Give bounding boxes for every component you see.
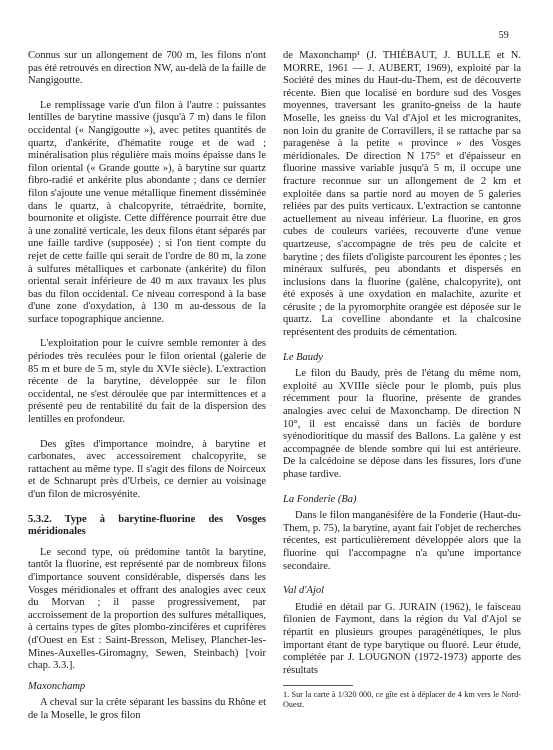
footnote-divider [283, 685, 353, 686]
subsection-heading-maxonchamp: Maxonchamp [28, 680, 86, 692]
paragraph: de Maxonchamp¹ (J. THIÉBAUT, J. BULLE et N. MORRE, 1961 — J. AUBERT, 1969), exploité par la Société des mines du Haut-du-Them, est de découverte récente. Bien que localisé en bordure sud des Vosges moyennes, traversant les granito-gneiss de la haute Moselle, les gneiss du Val d'Ajol et les microgranites, non loin du granite de Corravillers, il se rattache par sa paragenèse à la petite « province » des Vosges méridionales. De direction N 175° et d'épaisseur en fluorine massive variable jusqu'à 5 m, il occupe une fracture reconnue sur un allongement de 2 km et exploitée dans sa partie nord au moyen de 5 galeries reliées par des puits verticaux. L'extraction se cantonne actuellement au niveau inférieur. La fluorine, en gros cubes de couleurs variées, recouverte d'une venue quartzeuse, s'accompagne de très peu de calcite et barytine ; des filets d'oligiste parcourent les épontes ; les minéraux sulfurés, peu abondants et dispersés en inclusions dans la fluorine (galène, chalcopyrite), ont été exposés à une oxydation en malachite, azurite et cérusite ; de la pyromorphite orangée est déposée sur le quartz. La covelline abondante et la chalcosine représentent des produits de cémentation. [283, 50, 521, 339]
paragraph: Dans le filon manganésifère de la Fonderie (Haut-du-Them, p. 75), la barytine, ayant fait l'objet de recherches récentes, est particulièrement développée alors que la fluorine qui l'accompagne n'a qu'une importance secondaire. [283, 510, 521, 572]
paragraph: L'exploitation pour le cuivre semble remonter à des périodes très reculées pour le filon oriental (galerie de 85 m et bure de 5 m, style du XVIe siècle). L'extraction récente de la barytine, développée sur le filon occidental, ne s'est déroulée que par intermittences et a présenté peu de rentabilité du fait de la dispersion des lentilles en profondeur. [28, 338, 266, 426]
paragraph: A cheval sur la crête séparant les bassins du Rhône et de la Moselle, le gros filon [28, 697, 266, 721]
section-title: 5.3.2. Type à barytine-fluorine des Vosges méridionales [28, 513, 266, 538]
paragraph: Le remplissage varie d'un filon à l'autre : puissantes lentilles de barytine massive (jusqu'à 7 m) dans le filon occidental (« Nangigoutte »), avec petites quantités de quartz, d'ankérite, d'hématite rouge et de wad ; minéralisation plus régulière mais moins épaisse dans le filon oriental (« Grande goutte »), à barytine sur quartz fibro-radié et ankérite plus abondante ; dans ce dernier filon s'ajoute une venue métallique finement disséminée dans le quartz, à chalcopyrite, tétraédrite, bornite, bournonite et oligiste. Cette différence pourrait être due à une zonalité verticale, les deux filons étant séparés par une faille tardive (supposée) ; si l'on tient compte du rejet de cette faille qui serait de l'ordre de 80 m, la zone à sulfures métalliques et carbonate (ankérite) du filon oriental serait inférieure de 40 m aux travaux les plus bas du filon occidental. Ce niveau correspond à la base d'une zone d'oxydation, à 130 m au-dessous de la surface topographique ancienne. [28, 99, 266, 325]
subsection-heading-val-ajol: Val d'Ajol [283, 585, 325, 597]
right-column [283, 50, 521, 710]
paragraph: Le filon du Baudy, près de l'étang du même nom, exploité au XVIIIe siècle pour le plomb, puis plus récemment pour la fluorine, présente de grandes analogies avec celui de Maxonchamp. De direction N 10°, il est encaissé dans un faciès de bordure syénodioritique du massif des Ballons. La galène y est accompagnée de blende sombre qui lui est antérieure. De la calcédoine se dépose dans les fissures, lors d'une phase tardive. [283, 368, 521, 480]
subsection-heading-fonderie: La Fonderie (Ba) [283, 493, 357, 505]
paragraph: Des gîtes d'importance moindre, à barytine et carbonates, avec accessoirement chalcopyrite, se rattachent au même type. Il s'agit des filons de Noirceux et de Schnarupt près d'Urbeis, ce dernier au voisinage d'un filon de microsyénite. [28, 438, 266, 500]
footnote: 1. Sur la carte à 1/320 000, ce gîte est à déplacer de 4 km vers le Nord-Ouest. [283, 690, 521, 710]
page-number: 59 [498, 30, 509, 41]
subsection-heading-baudy: Le Baudy [283, 351, 323, 363]
left-column [28, 50, 266, 735]
paragraph: Connus sur un allongement de 700 m, les filons n'ont pas été retrouvés en direction NW, au-delà de la faille de Nangigoutte. [28, 50, 266, 87]
paragraph: Etudié en détail par G. JURAIN (1962), le faisceau filonien de Faymont, dans la région du Val d'Ajol se répartit en plusieurs groupes paragénétiques, le plus important étant de type barytique ou fluoré. Leur étude, complétée par J. LOUGNON (1972-1973) apporte des résultats [283, 601, 521, 676]
paragraph: Le second type, où prédomine tantôt la barytine, tantôt la fluorine, est représenté par de nombreux filons d'importance souvent considérable, dispersés dans les Vosges méridionales et offrant des analogies avec ceux du Morvan ; il passe progressivement, par accroissement de la proportion des sulfures métalliques, à certains types de gîtes plombo-zincifères et cuprifères (d'Ouest en Est : Saint-Bresson, Melisey, Plancher-les-Mines-Auxelles-Giromagny, Sewen, Steinbach) [voir chap. 3.3.]. [28, 546, 266, 672]
